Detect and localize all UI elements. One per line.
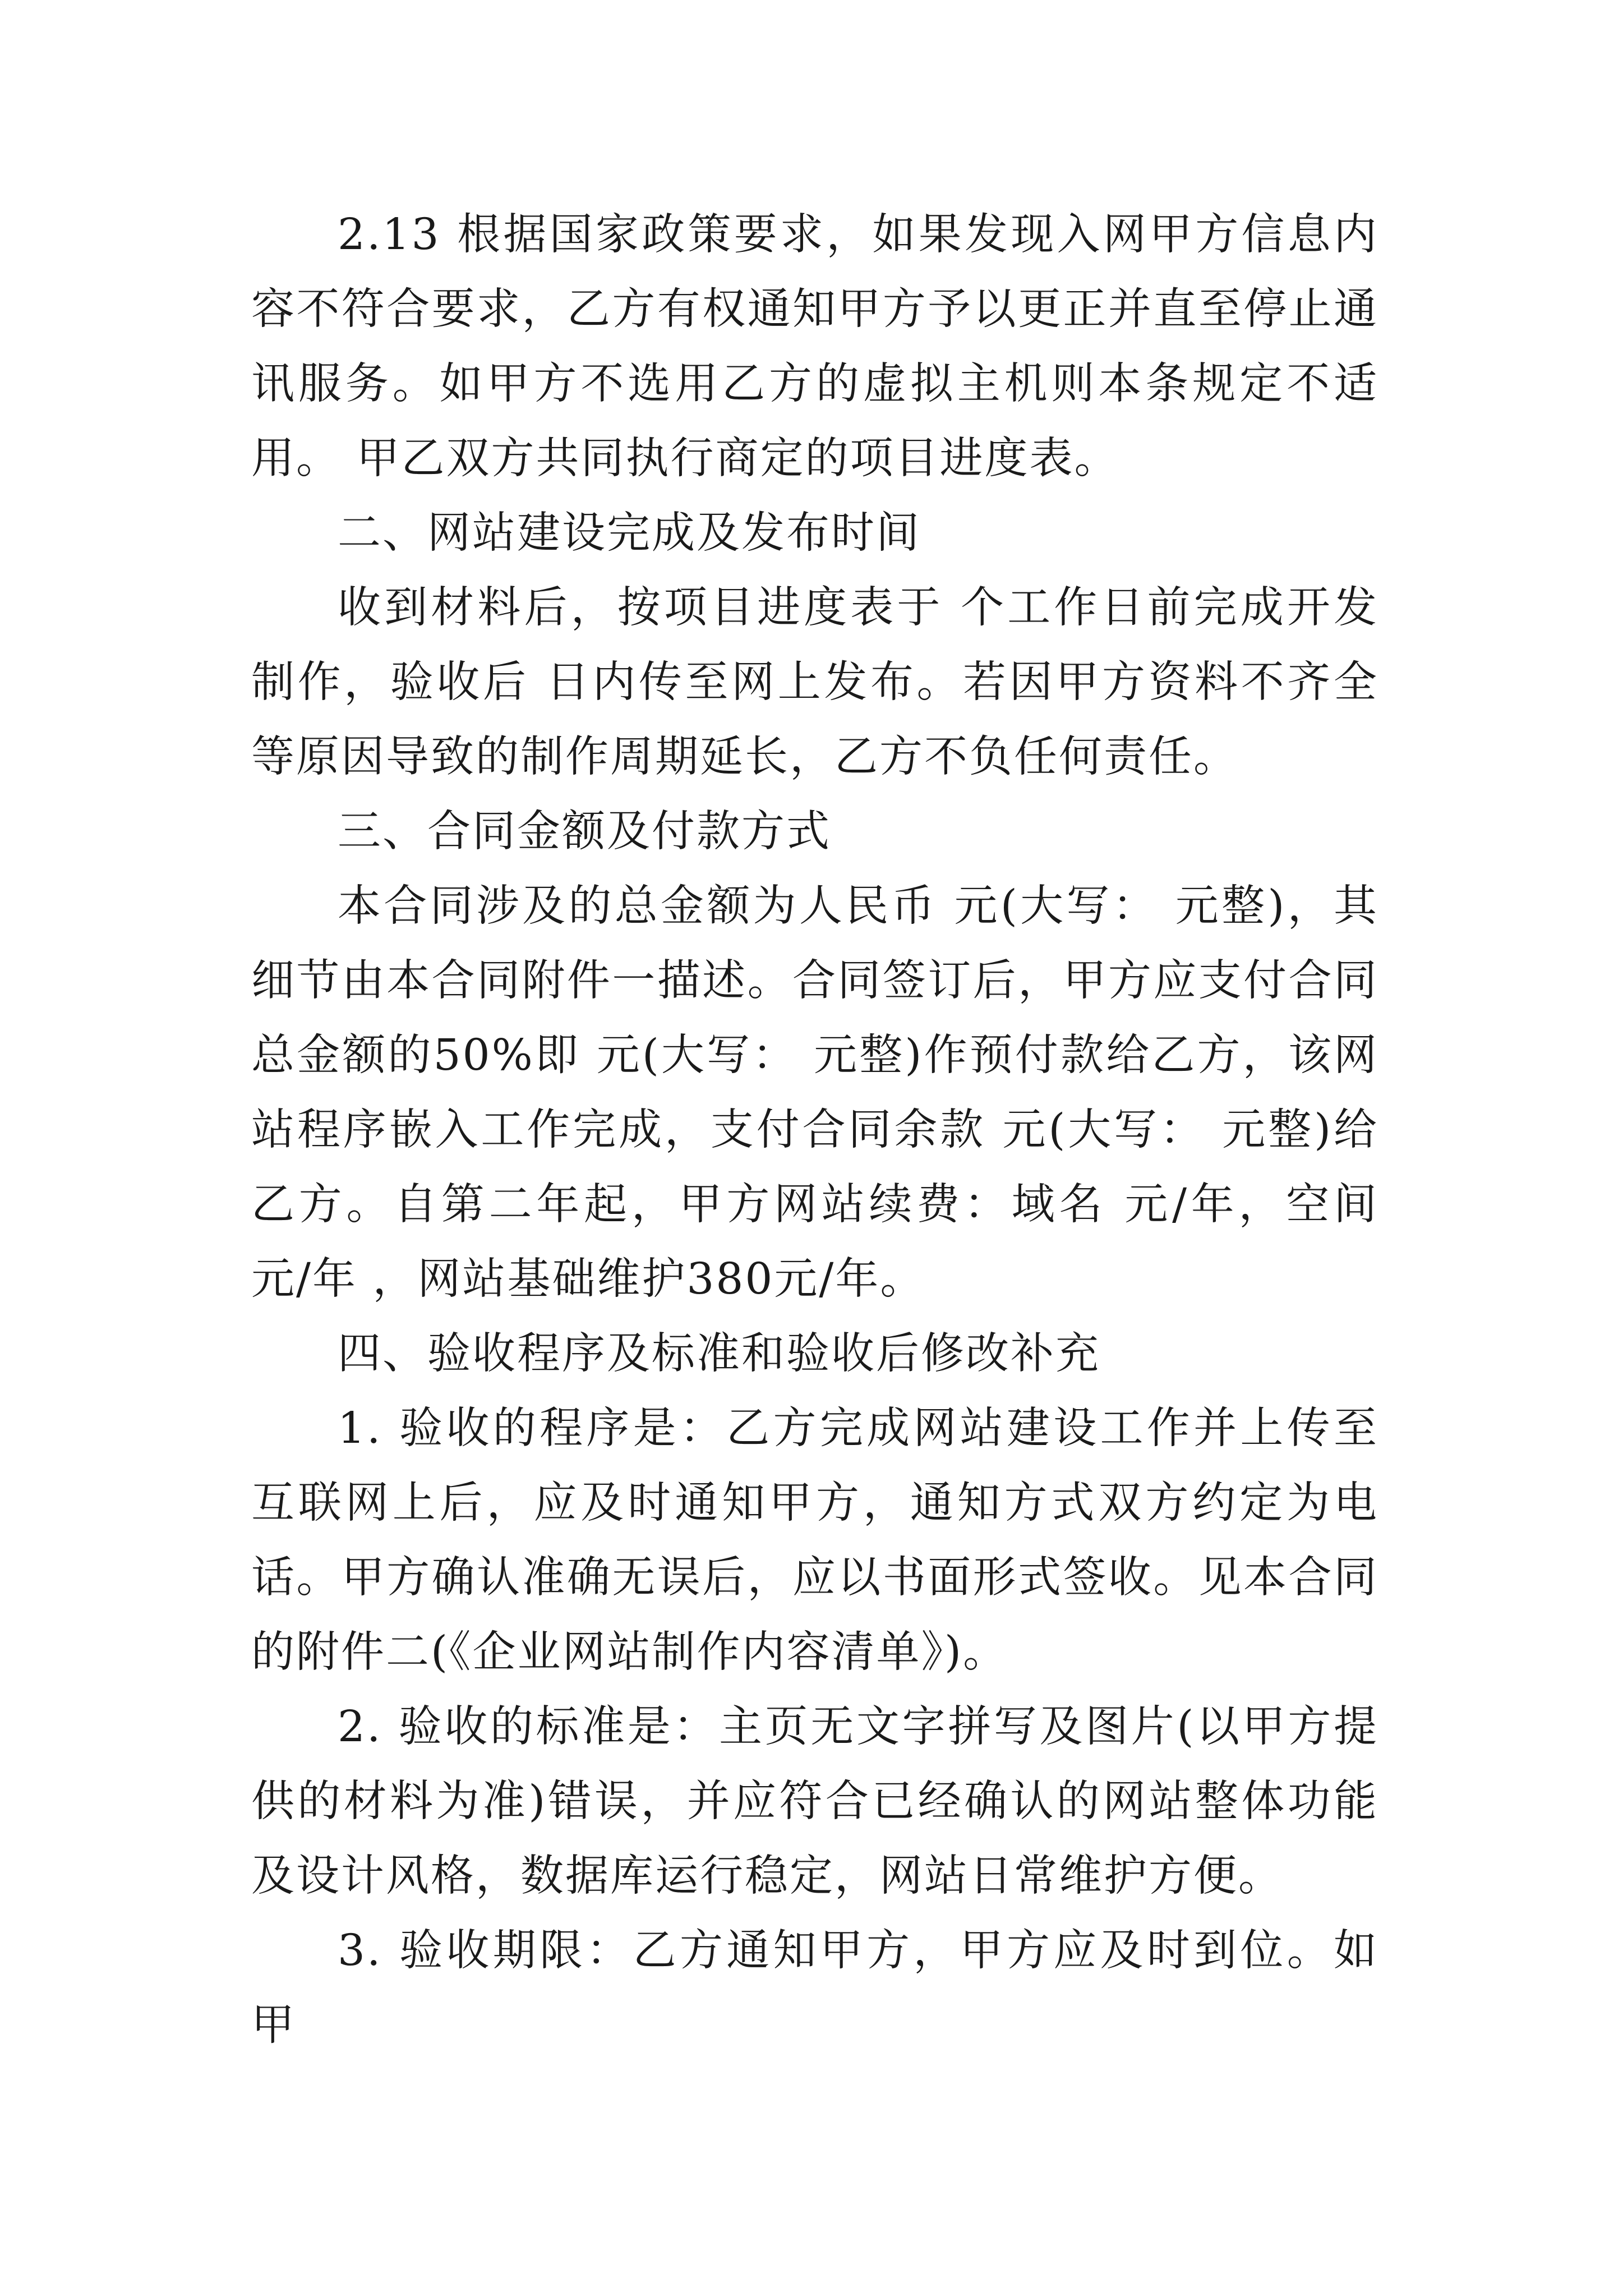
acceptance-procedure-paragraph: 1. 验收的程序是：乙方完成网站建设工作并上传至互联网上后，应及时通知甲方，通知方式双方约定为电话。甲方确认准确无误后，应以书面形式签收。见本合同的附件二(《企业网站制作内容清单》)。 — [251, 1404, 1378, 1677]
section-3-paragraph: 本合同涉及的总金额为人民币 元(大写： 元整)，其细节由本合同附件一描述。合同签订后，甲方应支付合同总金额的50%即 元(大写： 元整)作预付款给乙方，该网站程序嵌入工作完成，支付合同余款 元(大写： 元整)给乙方。自第二年起，甲方网站续费：域名 元/年，空间 元/年 ，网站基础维护380元/年。 — [251, 881, 1379, 1304]
clause-2-13-paragraph: 2.13 根据国家政策要求，如果发现入网甲方信息内容不符合要求，乙方有权通知甲方予以更正并直至停止通讯服务。如甲方不选用乙方的虚拟主机则本条规定不适用。 甲乙双方共同执行商定的项目进度表。 — [251, 210, 1378, 484]
acceptance-standard-paragraph: 2. 验收的标准是：主页无文字拼写及图片(以甲方提供的材料为准)错误，并应符合已经确认的网站整体功能及设计风格，数据库运行稳定，网站日常维护方便。 — [251, 1702, 1378, 1901]
section-2-heading: 二、网站建设完成及发布时间 — [338, 508, 921, 558]
acceptance-deadline-paragraph: 3. 验收期限：乙方通知甲方，甲方应及时到位。如甲 — [251, 1926, 1378, 2050]
section-4-heading: 四、验收程序及标准和验收后修改补充 — [338, 1329, 1100, 1379]
document-body — [251, 197, 1378, 2063]
section-2-paragraph: 收到材料后，按项目进度表于 个工作日前完成开发制作，验收后 日内传至网上发布。若因甲方资料不齐全等原因导致的制作周期延长，乙方不负任何责任。 — [251, 583, 1378, 782]
section-3-heading: 三、合同金额及付款方式 — [338, 807, 831, 857]
